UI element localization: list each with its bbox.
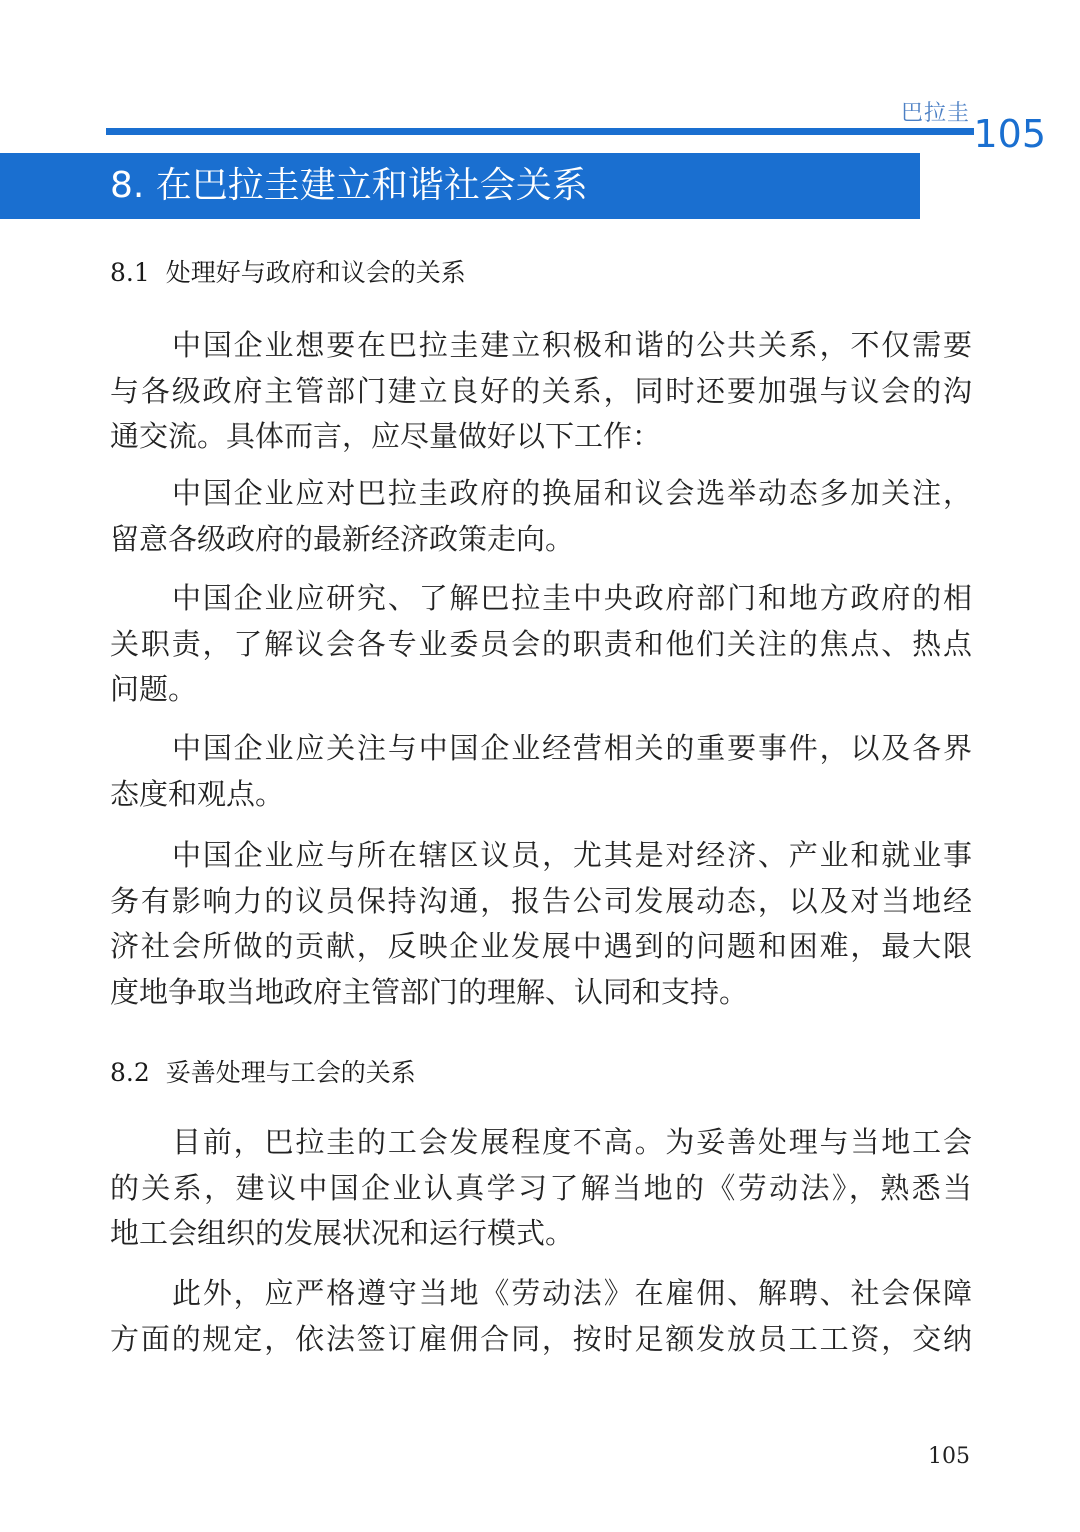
paragraph [110,833,972,1015]
header-page-number: 105 [973,112,1046,156]
paragraph-line: 目前，巴拉圭的工会发展程度不高。为妥善处理与当地工会 [172,1125,972,1159]
chapter-banner [0,153,920,219]
paragraph-line: 中国企业应与所在辖区议员，尤其是对经济、产业和就业事 [172,838,972,872]
paragraph-line: 态度和观点。 [110,776,285,811]
paragraph-line: 留意各级政府的最新经济政策走向。 [110,521,575,556]
paragraph-line: 中国企业想要在巴拉圭建立积极和谐的公共关系，不仅需要 [172,328,972,362]
paragraph [110,1120,972,1257]
paragraph-line: 问题。 [110,672,198,706]
paragraph-line: 中国企业应关注与中国企业经营相关的重要事件，以及各界 [172,731,972,765]
section-heading-8-1 [110,253,466,289]
chapter-title: 8. 在巴拉圭建立和谐社会关系 [110,165,588,206]
section-title: 妥善处理与工会的关系 [165,1058,416,1087]
paragraph [110,726,972,817]
paragraph [110,1271,972,1362]
paragraph-line: 此外，应严格遵守当地《劳动法》在雇佣、解聘、社会保障 [172,1276,972,1310]
paragraph-line: 通交流。具体而言，应尽量做好以下工作： [110,419,662,453]
section-heading-8-2 [110,1053,416,1089]
paragraph-line: 济社会所做的贡献，反映企业发展中遇到的问题和困难，最大限 [110,929,972,963]
paragraph-line: 与各级政府主管部门建立良好的关系，同时还要加强与议会的沟 [110,373,972,408]
section-number: 8.1 [110,258,150,287]
paragraph-line: 度地争取当地政府主管部门的理解、认同和支持。 [110,974,749,1009]
paragraph [110,576,972,713]
paragraph-line: 关职责，了解议会各专业委员会的职责和他们关注的焦点、热点 [110,626,972,661]
paragraph-line: 的关系，建议中国企业认真学习了解当地的《劳动法》，熟悉当 [110,1170,972,1205]
paragraph-line: 方面的规定，依法签订雇佣合同，按时足额发放员工工资，交纳 [110,1321,972,1356]
paragraph-line: 务有影响力的议员保持沟通，报告公司发展动态，以及对当地经 [110,883,972,918]
running-header-country: 巴拉圭 [900,101,970,126]
paragraph-line: 地工会组织的发展状况和运行模式。 [110,1216,575,1250]
footer-page-number: 105 [928,1444,970,1469]
paragraph-line: 中国企业应研究、了解巴拉圭中央政府部门和地方政府的相 [172,581,972,615]
section-title: 处理好与政府和议会的关系 [165,258,466,287]
paragraph-line: 中国企业应对巴拉圭政府的换届和议会选举动态多加关注， [172,476,972,510]
header-rule [106,128,974,135]
paragraph [110,471,972,562]
section-number: 8.2 [110,1058,150,1087]
paragraph [110,323,972,460]
